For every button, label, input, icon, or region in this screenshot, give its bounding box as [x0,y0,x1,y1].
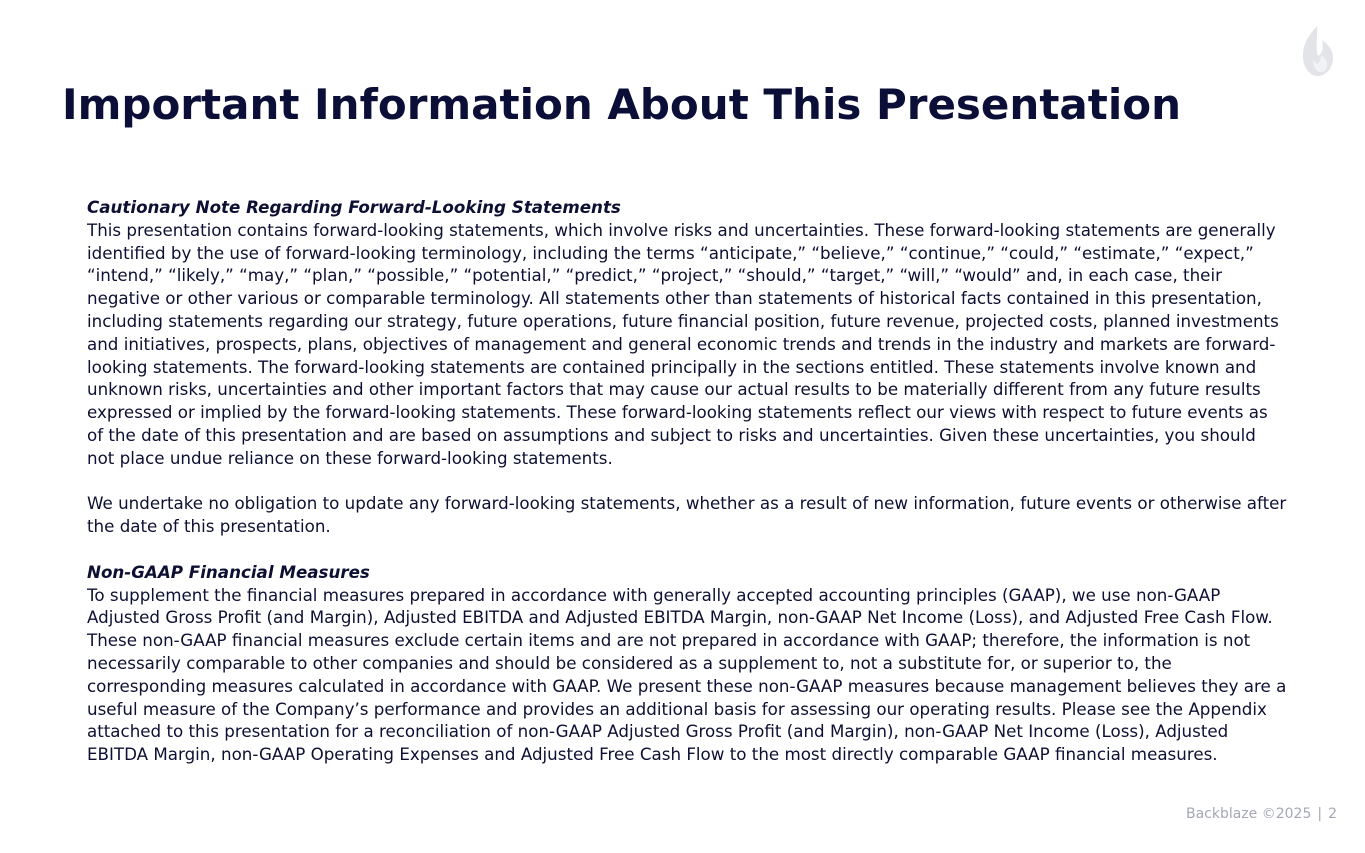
footer-copyright: Backblaze ©2025 [1185,806,1312,822]
paragraph-spacer [87,538,1287,561]
non-gaap-heading: Non-GAAP Financial Measures [87,561,370,582]
forward-looking-heading: Cautionary Note Regarding Forward-Looking Statements [87,197,621,217]
disclaimer-content [87,196,1287,766]
flame-logo-icon [1300,24,1336,78]
slide-footer [1186,806,1337,822]
page-title: Important Information About This Presentation [62,80,1181,129]
page-number: 2 [1328,806,1337,822]
non-gaap-paragraph: To supplement the financial measures prepared in accordance with generally accepted accounting principles (GAAP), we use non-GAAP Adjusted Gross Profit (and Margin), Adjusted EBITDA and Adjusted EBITDA Margin, non-GAAP Net Income (Loss), and Adjusted Free Cash Flow. These non-GAAP financial measures exclude certain items and are not prepared in accordance with GAAP; therefore, the information is not necessarily comparable to other companies and should be considered as a supplement to, not a substitute for, or superior to, the corresponding measures calculated in accordance with GAAP. We present these non-GAAP measures because management believes they are a useful measure of the Company’s performance and provides an additional basis for assessing our operating results. Please see the Appendix attached to this presentation for a reconciliation of non-GAAP Adjusted Gross Profit (and Margin), non-GAAP Net Income (Loss), Adjusted EBITDA Margin, non-GAAP Operating Expenses and Adjusted Free Cash Flow to the most directly comparable GAAP financial measures. [87,584,1287,765]
forward-looking-paragraph: This presentation contains forward-looking statements, which involve risks and uncertainties. These forward-looking statements are generally identified by the use of forward-looking terminology, including the terms “anticipate,” “believe,” “continue,” “could,” “estimate,” “expect,” “intend,” “likely,” “may,” “plan,” “possible,” “potential,” “predict,” “project,” “should,” “target,” “will,” “would” and, in each case, their negative or other various or comparable terminology. All statements other than statements of historical facts contained in this presentation, including statements regarding our strategy, future operations, future financial position, future revenue, projected costs, planned investments and initiatives, prospects, plans, objectives of management and general economic trends and trends in the industry and markets are forward-looking statements. The forward-looking statements are contained principally in the sections entitled. These statements involve known and unknown risks, uncertainties and other important factors that may cause our actual results to be materially different from any future results expressed or implied by the forward-looking statements. These forward-looking statements reflect our views with respect to future events as of the date of this presentation and are based on assumptions and subject to risks and uncertainties. Given these uncertainties, you should not place undue reliance on these forward-looking statements. [87,219,1279,468]
paragraph-spacer [87,470,1287,493]
footer-separator: | [1317,806,1323,822]
no-obligation-paragraph: We undertake no obligation to update any forward-looking statements, whether as a result of new information, future events or otherwise after the date of this presentation. [87,493,1287,537]
